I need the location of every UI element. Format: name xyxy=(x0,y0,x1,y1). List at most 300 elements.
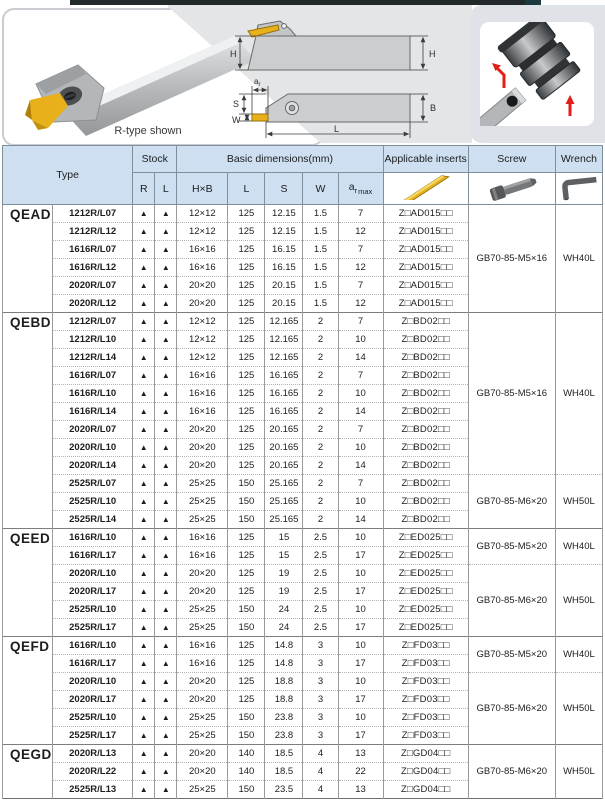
dim-w-cell: 2 xyxy=(303,313,338,331)
screw-spec-cell: GB70-85-M5×20 xyxy=(468,637,555,673)
insert-code-cell: Z□BD02□□ xyxy=(383,457,468,475)
table-row xyxy=(3,673,603,691)
table-body xyxy=(3,205,603,799)
screw-spec-cell: GB70-85-M6×20 xyxy=(468,475,555,529)
dim-w-cell: 2 xyxy=(303,457,338,475)
dim-l-cell: 125 xyxy=(228,655,265,673)
dim-l-cell: 125 xyxy=(228,205,265,223)
insert-icon xyxy=(395,174,457,200)
dim-w-cell: 2.5 xyxy=(303,583,338,601)
insert-code-cell: Z□GD04□□ xyxy=(383,763,468,781)
dim-w-cell: 3 xyxy=(303,727,338,745)
dim-s-cell: 15 xyxy=(265,547,303,565)
stock-r-flag: ▲ xyxy=(133,475,155,493)
stock-r-flag: ▲ xyxy=(133,529,155,547)
model-cell: 1616R/L17 xyxy=(53,547,133,565)
screw-spec-cell: GB70-85-M6×20 xyxy=(468,673,555,745)
col-header-s: S xyxy=(265,173,303,205)
wrench-code-cell: WH50L xyxy=(555,565,602,637)
photo-caption: R-type shown xyxy=(114,125,182,137)
dim-hxb-cell: 12×12 xyxy=(177,331,228,349)
model-cell: 2525R/L17 xyxy=(53,619,133,637)
model-cell: 2020R/L10 xyxy=(53,565,133,583)
dim-w-cell: 2.5 xyxy=(303,547,338,565)
dim-ar-cell: 10 xyxy=(338,673,383,691)
dim-w-cell: 3 xyxy=(303,691,338,709)
model-cell: 1212R/L07 xyxy=(53,205,133,223)
workpiece xyxy=(497,22,584,102)
dim-ar-cell: 17 xyxy=(338,655,383,673)
dim-s-cell: 23.5 xyxy=(265,781,303,799)
dim-s-cell: 19 xyxy=(265,565,303,583)
dim-w-cell: 1.5 xyxy=(303,277,338,295)
insert-code-cell: Z□AD015□□ xyxy=(383,205,468,223)
dim-w-cell: 1.5 xyxy=(303,295,338,313)
dim-l-cell: 125 xyxy=(228,313,265,331)
insert-code-cell: Z□ED025□□ xyxy=(383,583,468,601)
model-cell: 1616R/L17 xyxy=(53,655,133,673)
col-header-stock-r: R xyxy=(133,173,155,205)
dim-s-cell: 16.165 xyxy=(265,403,303,421)
col-header-length: L xyxy=(228,173,265,205)
wrench-icon-cell xyxy=(555,173,602,205)
stock-l-flag: ▲ xyxy=(155,691,177,709)
dim-l-cell: 150 xyxy=(228,601,265,619)
stock-r-flag: ▲ xyxy=(133,331,155,349)
stock-l-flag: ▲ xyxy=(155,655,177,673)
dim-hxb-cell: 20×20 xyxy=(177,673,228,691)
screw-icon xyxy=(482,173,542,201)
insert-code-cell: Z□GD04□□ xyxy=(383,745,468,763)
stock-l-flag: ▲ xyxy=(155,601,177,619)
dim-label-h-left: H xyxy=(230,49,237,59)
side-view xyxy=(248,21,410,70)
dim-ar-cell: 12 xyxy=(338,295,383,313)
stock-r-flag: ▲ xyxy=(133,223,155,241)
dim-hxb-cell: 20×20 xyxy=(177,745,228,763)
model-cell: 1212R/L10 xyxy=(53,331,133,349)
plan-view xyxy=(252,94,410,122)
stock-r-flag: ▲ xyxy=(133,709,155,727)
stock-r-flag: ▲ xyxy=(133,673,155,691)
dim-l-cell: 150 xyxy=(228,493,265,511)
dim-s-cell: 12.165 xyxy=(265,331,303,349)
insert-code-cell: Z□BD02□□ xyxy=(383,493,468,511)
stock-r-flag: ▲ xyxy=(133,313,155,331)
dim-l-cell: 125 xyxy=(228,547,265,565)
stock-l-flag: ▲ xyxy=(155,223,177,241)
dim-s-cell: 15 xyxy=(265,529,303,547)
dim-label-l: L xyxy=(334,124,340,134)
dim-l-cell: 125 xyxy=(228,691,265,709)
table-row xyxy=(3,565,603,583)
stock-l-flag: ▲ xyxy=(155,385,177,403)
dim-l-cell: 125 xyxy=(228,421,265,439)
dim-l-cell: 140 xyxy=(228,745,265,763)
wrench-code-cell: WH40L xyxy=(555,205,602,313)
model-cell: 2525R/L07 xyxy=(53,475,133,493)
screw-spec-cell: GB70-85-M6×20 xyxy=(468,745,555,799)
dim-hxb-cell: 20×20 xyxy=(177,763,228,781)
dim-s-cell: 12.165 xyxy=(265,349,303,367)
dim-l-cell: 125 xyxy=(228,223,265,241)
table-row xyxy=(3,637,603,655)
spec-table xyxy=(2,145,603,799)
dim-ar-cell: 12 xyxy=(338,259,383,277)
dim-w-cell: 2.5 xyxy=(303,619,338,637)
stock-l-flag: ▲ xyxy=(155,619,177,637)
dim-s-cell: 12.15 xyxy=(265,223,303,241)
dim-l-cell: 125 xyxy=(228,385,265,403)
dim-ar-cell: 10 xyxy=(338,709,383,727)
col-header-basic-dimensions: Basic dimensions(mm) xyxy=(177,146,383,173)
stock-r-flag: ▲ xyxy=(133,601,155,619)
dim-s-cell: 18.5 xyxy=(265,745,303,763)
screw-spec-cell: GB70-85-M5×16 xyxy=(468,205,555,313)
model-cell: 2020R/L22 xyxy=(53,763,133,781)
insert-code-cell: Z□BD02□□ xyxy=(383,403,468,421)
insert-code-cell: Z□GD04□□ xyxy=(383,781,468,799)
model-cell: 1616R/L10 xyxy=(53,637,133,655)
dim-ar-cell: 10 xyxy=(338,331,383,349)
dim-hxb-cell: 16×16 xyxy=(177,241,228,259)
insert-code-cell: Z□AD015□□ xyxy=(383,295,468,313)
dim-s-cell: 20.15 xyxy=(265,295,303,313)
illustration-strip xyxy=(0,0,605,145)
stock-r-flag: ▲ xyxy=(133,727,155,745)
dim-s-cell: 14.8 xyxy=(265,655,303,673)
dim-l-cell: 125 xyxy=(228,637,265,655)
model-cell: 2525R/L10 xyxy=(53,493,133,511)
dim-l-cell: 125 xyxy=(228,331,265,349)
dim-label-b: B xyxy=(430,103,437,113)
stock-r-flag: ▲ xyxy=(133,763,155,781)
insert-code-cell: Z□AD015□□ xyxy=(383,259,468,277)
dim-hxb-cell: 20×20 xyxy=(177,583,228,601)
dim-w-cell: 3 xyxy=(303,673,338,691)
insert-code-cell: Z□FD03□□ xyxy=(383,655,468,673)
dim-s-cell: 24 xyxy=(265,601,303,619)
dim-ar-cell: 17 xyxy=(338,727,383,745)
insert-code-cell: Z□ED025□□ xyxy=(383,529,468,547)
insert-code-cell: Z□AD015□□ xyxy=(383,241,468,259)
stock-r-flag: ▲ xyxy=(133,583,155,601)
dim-hxb-cell: 16×16 xyxy=(177,529,228,547)
dim-s-cell: 23.8 xyxy=(265,727,303,745)
insert-code-cell: Z□ED025□□ xyxy=(383,601,468,619)
model-cell: 2020R/L12 xyxy=(53,295,133,313)
model-cell: 2020R/L14 xyxy=(53,457,133,475)
stock-l-flag: ▲ xyxy=(155,529,177,547)
model-cell: 2525R/L13 xyxy=(53,781,133,799)
decor-top-bar xyxy=(70,0,525,5)
dim-l-cell: 150 xyxy=(228,781,265,799)
table-row xyxy=(3,475,603,493)
dim-w-cell: 3 xyxy=(303,709,338,727)
dim-l-cell: 125 xyxy=(228,241,265,259)
dim-ar-cell: 7 xyxy=(338,277,383,295)
dim-s-cell: 25.165 xyxy=(265,511,303,529)
insert-code-cell: Z□BD02□□ xyxy=(383,385,468,403)
dim-ar-cell: 17 xyxy=(338,619,383,637)
dim-ar-cell: 22 xyxy=(338,763,383,781)
dim-l-cell: 140 xyxy=(228,763,265,781)
stock-r-flag: ▲ xyxy=(133,745,155,763)
stock-r-flag: ▲ xyxy=(133,781,155,799)
dim-ar-cell: 10 xyxy=(338,493,383,511)
dim-hxb-cell: 20×20 xyxy=(177,295,228,313)
dim-hxb-cell: 25×25 xyxy=(177,475,228,493)
dim-l-cell: 125 xyxy=(228,295,265,313)
model-cell: 1212R/L14 xyxy=(53,349,133,367)
insert-code-cell: Z□BD02□□ xyxy=(383,367,468,385)
col-header-applicable-inserts: Applicable inserts xyxy=(383,146,468,173)
dim-w-cell: 2 xyxy=(303,493,338,511)
insert-code-cell: Z□BD02□□ xyxy=(383,331,468,349)
insert-icon-cell xyxy=(383,173,468,205)
section-code: QEAD xyxy=(3,205,53,313)
dim-s-cell: 18.8 xyxy=(265,691,303,709)
dim-l-cell: 125 xyxy=(228,529,265,547)
insert-code-cell: Z□FD03□□ xyxy=(383,691,468,709)
section-code: QEBD xyxy=(3,313,53,529)
dim-ar-cell: 7 xyxy=(338,205,383,223)
dim-s-cell: 23.8 xyxy=(265,709,303,727)
col-header-type: Type xyxy=(3,146,133,205)
model-cell: 1616R/L07 xyxy=(53,367,133,385)
stock-l-flag: ▲ xyxy=(155,457,177,475)
stock-r-flag: ▲ xyxy=(133,511,155,529)
dim-hxb-cell: 16×16 xyxy=(177,637,228,655)
insert-code-cell: Z□BD02□□ xyxy=(383,475,468,493)
screw-spec-cell: GB70-85-M5×20 xyxy=(468,529,555,565)
stock-r-flag: ▲ xyxy=(133,241,155,259)
col-header-screw: Screw xyxy=(468,146,555,173)
dim-w-cell: 1.5 xyxy=(303,223,338,241)
dim-ar-cell: 7 xyxy=(338,313,383,331)
dim-w-cell: 2 xyxy=(303,385,338,403)
dim-hxb-cell: 25×25 xyxy=(177,619,228,637)
stock-r-flag: ▲ xyxy=(133,457,155,475)
dim-ar-cell: 7 xyxy=(338,421,383,439)
dim-s-cell: 20.15 xyxy=(265,277,303,295)
stock-l-flag: ▲ xyxy=(155,745,177,763)
dim-label-h-right: H xyxy=(429,49,436,59)
dim-hxb-cell: 25×25 xyxy=(177,709,228,727)
dim-hxb-cell: 16×16 xyxy=(177,259,228,277)
dim-ar-cell: 7 xyxy=(338,241,383,259)
stock-r-flag: ▲ xyxy=(133,277,155,295)
dim-hxb-cell: 12×12 xyxy=(177,349,228,367)
wrench-code-cell: WH40L xyxy=(555,529,602,565)
insert-code-cell: Z□BD02□□ xyxy=(383,439,468,457)
dim-ar-cell: 14 xyxy=(338,457,383,475)
dim-s-cell: 18.5 xyxy=(265,763,303,781)
dim-l-cell: 125 xyxy=(228,403,265,421)
stock-l-flag: ▲ xyxy=(155,421,177,439)
stock-r-flag: ▲ xyxy=(133,295,155,313)
stock-r-flag: ▲ xyxy=(133,385,155,403)
dim-ar-cell: 17 xyxy=(338,583,383,601)
col-header-wrench: Wrench xyxy=(555,146,602,173)
stock-l-flag: ▲ xyxy=(155,493,177,511)
dim-label-w: W xyxy=(232,115,241,125)
dim-l-cell: 125 xyxy=(228,259,265,277)
stock-l-flag: ▲ xyxy=(155,727,177,745)
insert-code-cell: Z□FD03□□ xyxy=(383,637,468,655)
stock-l-flag: ▲ xyxy=(155,277,177,295)
model-cell: 2020R/L17 xyxy=(53,691,133,709)
dim-ar-cell: 17 xyxy=(338,691,383,709)
dim-w-cell: 3 xyxy=(303,637,338,655)
stock-r-flag: ▲ xyxy=(133,403,155,421)
model-cell: 2525R/L10 xyxy=(53,601,133,619)
stock-r-flag: ▲ xyxy=(133,205,155,223)
dim-s-cell: 16.165 xyxy=(265,385,303,403)
dim-ar-cell: 17 xyxy=(338,547,383,565)
dim-l-cell: 125 xyxy=(228,457,265,475)
model-cell: 1616R/L12 xyxy=(53,259,133,277)
dim-w-cell: 1.5 xyxy=(303,205,338,223)
stock-l-flag: ▲ xyxy=(155,709,177,727)
stock-l-flag: ▲ xyxy=(155,241,177,259)
stock-r-flag: ▲ xyxy=(133,691,155,709)
dim-ar-cell: 7 xyxy=(338,367,383,385)
stock-l-flag: ▲ xyxy=(155,763,177,781)
stock-l-flag: ▲ xyxy=(155,295,177,313)
stock-r-flag: ▲ xyxy=(133,565,155,583)
stock-l-flag: ▲ xyxy=(155,349,177,367)
stock-r-flag: ▲ xyxy=(133,547,155,565)
dim-s-cell: 18.8 xyxy=(265,673,303,691)
model-cell: 1616R/L10 xyxy=(53,385,133,403)
stock-r-flag: ▲ xyxy=(133,493,155,511)
dim-w-cell: 2.5 xyxy=(303,529,338,547)
dim-w-cell: 1.5 xyxy=(303,241,338,259)
dim-w-cell: 3 xyxy=(303,655,338,673)
dim-s-cell: 24 xyxy=(265,619,303,637)
dim-s-cell: 12.165 xyxy=(265,313,303,331)
dim-hxb-cell: 16×16 xyxy=(177,367,228,385)
table-row xyxy=(3,529,603,547)
dim-label-s: S xyxy=(233,99,240,109)
wrench-icon xyxy=(556,173,602,201)
insert-code-cell: Z□BD02□□ xyxy=(383,421,468,439)
dim-ar-cell: 10 xyxy=(338,385,383,403)
dim-s-cell: 12.15 xyxy=(265,205,303,223)
wrench-code-cell: WH50L xyxy=(555,745,602,799)
dim-hxb-cell: 25×25 xyxy=(177,601,228,619)
stock-l-flag: ▲ xyxy=(155,475,177,493)
dim-l-cell: 150 xyxy=(228,727,265,745)
wrench-code-cell: WH50L xyxy=(555,673,602,745)
stock-l-flag: ▲ xyxy=(155,403,177,421)
stock-l-flag: ▲ xyxy=(155,205,177,223)
dim-l-cell: 125 xyxy=(228,349,265,367)
dim-hxb-cell: 20×20 xyxy=(177,565,228,583)
wrench-code-cell: WH50L xyxy=(555,475,602,529)
application-illustration xyxy=(480,22,594,126)
dim-s-cell: 16.15 xyxy=(265,259,303,277)
model-cell: 1616R/L14 xyxy=(53,403,133,421)
dim-w-cell: 2 xyxy=(303,421,338,439)
dim-hxb-cell: 12×12 xyxy=(177,313,228,331)
dim-hxb-cell: 16×16 xyxy=(177,385,228,403)
dim-hxb-cell: 20×20 xyxy=(177,439,228,457)
dim-w-cell: 2 xyxy=(303,403,338,421)
dim-s-cell: 20.165 xyxy=(265,439,303,457)
table-row xyxy=(3,313,603,331)
insert-code-cell: Z□FD03□□ xyxy=(383,673,468,691)
insert-code-cell: Z□ED025□□ xyxy=(383,619,468,637)
stock-l-flag: ▲ xyxy=(155,331,177,349)
dim-hxb-cell: 25×25 xyxy=(177,781,228,799)
dim-hxb-cell: 12×12 xyxy=(177,223,228,241)
table-row xyxy=(3,205,603,223)
dim-hxb-cell: 25×25 xyxy=(177,727,228,745)
dim-hxb-cell: 20×20 xyxy=(177,421,228,439)
stock-l-flag: ▲ xyxy=(155,259,177,277)
section-code: QEED xyxy=(3,529,53,637)
dim-ar-cell: 12 xyxy=(338,223,383,241)
dim-w-cell: 2 xyxy=(303,367,338,385)
dim-l-cell: 125 xyxy=(228,583,265,601)
screw-icon-cell xyxy=(468,173,555,205)
insert-code-cell: Z□AD015□□ xyxy=(383,223,468,241)
dim-hxb-cell: 20×20 xyxy=(177,691,228,709)
model-cell: 1212R/L12 xyxy=(53,223,133,241)
stock-r-flag: ▲ xyxy=(133,637,155,655)
dim-w-cell: 2 xyxy=(303,439,338,457)
stock-r-flag: ▲ xyxy=(133,367,155,385)
dim-s-cell: 19 xyxy=(265,583,303,601)
dim-ar-cell: 13 xyxy=(338,781,383,799)
insert-code-cell: Z□FD03□□ xyxy=(383,727,468,745)
model-cell: 2020R/L07 xyxy=(53,277,133,295)
dim-w-cell: 4 xyxy=(303,763,338,781)
dim-w-cell: 2 xyxy=(303,511,338,529)
dim-l-cell: 125 xyxy=(228,277,265,295)
stock-r-flag: ▲ xyxy=(133,655,155,673)
dim-s-cell: 16.15 xyxy=(265,241,303,259)
stock-l-flag: ▲ xyxy=(155,673,177,691)
insert-code-cell: Z□AD015□□ xyxy=(383,277,468,295)
dim-hxb-cell: 16×16 xyxy=(177,403,228,421)
section-code: QEFD xyxy=(3,637,53,745)
model-cell: 2020R/L13 xyxy=(53,745,133,763)
stock-l-flag: ▲ xyxy=(155,439,177,457)
dim-s-cell: 25.165 xyxy=(265,475,303,493)
dim-w-cell: 2 xyxy=(303,331,338,349)
model-cell: 2020R/L17 xyxy=(53,583,133,601)
stock-l-flag: ▲ xyxy=(155,313,177,331)
section-code: QEGD xyxy=(3,745,53,799)
dim-l-cell: 125 xyxy=(228,439,265,457)
col-header-stock-l: L xyxy=(155,173,177,205)
wrench-code-cell: WH40L xyxy=(555,313,602,475)
stock-r-flag: ▲ xyxy=(133,349,155,367)
dim-w-cell: 1.5 xyxy=(303,259,338,277)
dim-hxb-cell: 16×16 xyxy=(177,547,228,565)
dim-ar-cell: 7 xyxy=(338,475,383,493)
model-cell: 1616R/L07 xyxy=(53,241,133,259)
dim-w-cell: 2 xyxy=(303,475,338,493)
dim-ar-cell: 10 xyxy=(338,637,383,655)
model-cell: 2525R/L17 xyxy=(53,727,133,745)
insert-code-cell: Z□BD02□□ xyxy=(383,349,468,367)
model-cell: 2020R/L10 xyxy=(53,673,133,691)
dim-l-cell: 125 xyxy=(228,673,265,691)
